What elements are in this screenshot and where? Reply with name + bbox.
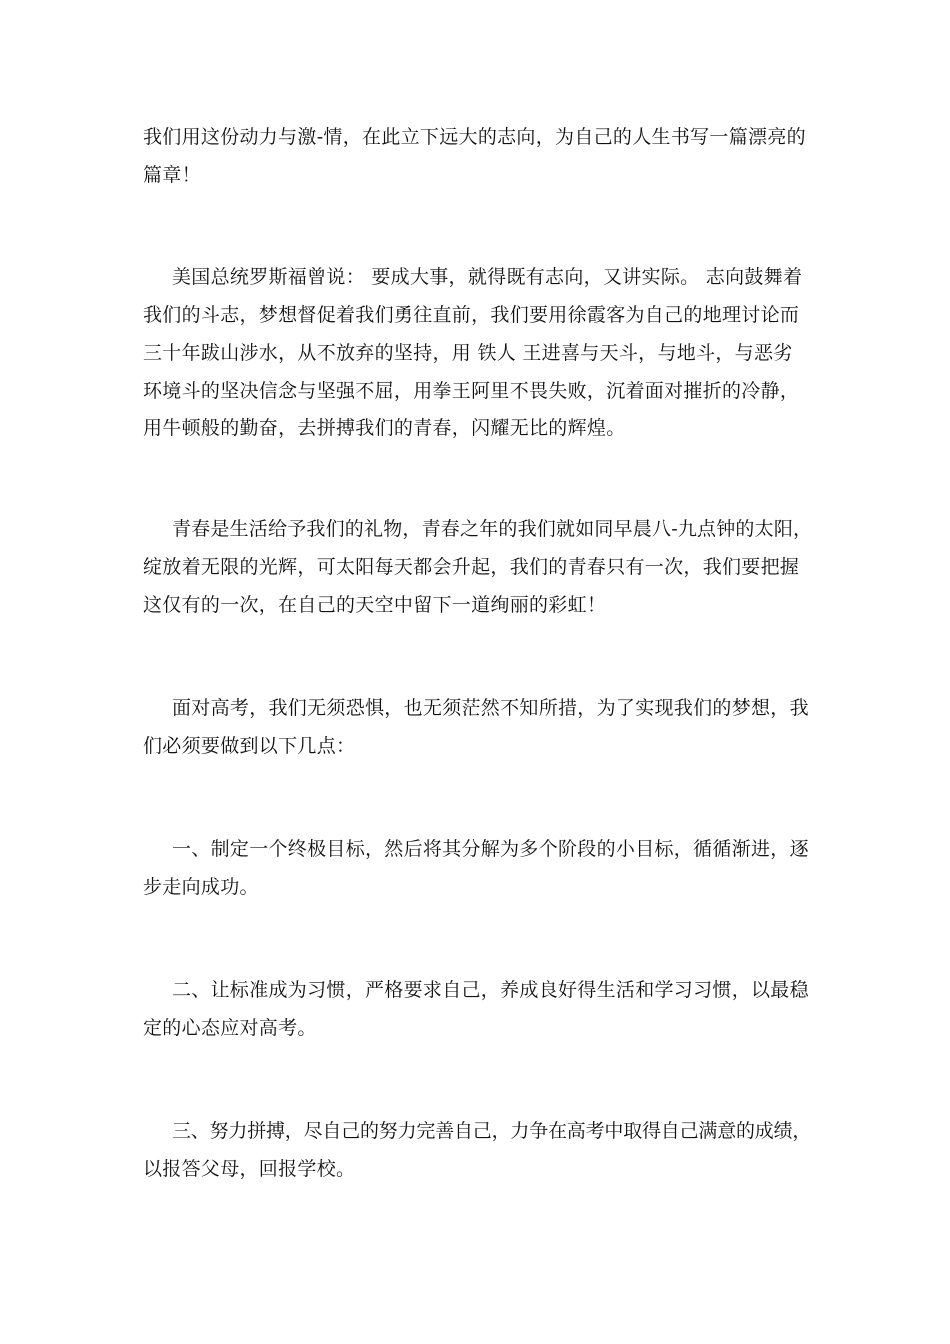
paragraph-2-line-4: 环境斗的坚决信念与坚强不屈，用拳王阿里不畏失败，沉着面对摧折的冷静， xyxy=(143,380,800,402)
paragraph-4-line-1: 面对高考，我们无须恐惧，也无须茫然不知所措，为了实现我们的梦想，我 xyxy=(172,697,809,719)
paragraph-2-line-2: 我们的斗志，梦想督促着我们勇往直前，我们要用徐霞客为自己的地理讨论而 xyxy=(143,304,800,326)
paragraph-3-line-1: 青春是生活给予我们的礼物，青春之年的我们就如同早晨八-九点钟的太阳， xyxy=(172,518,813,540)
paragraph-7-line-1: 三、努力拼搏，尽自己的努力完善自己，力争在高考中取得自己满意的成绩， xyxy=(172,1120,812,1142)
paragraph-6-line-2: 定的心态应对高考。 xyxy=(143,1017,317,1039)
paragraph-6-line-1: 二、让标准成为习惯，严格要求自己，养成良好得生活和学习习惯，以最稳 xyxy=(172,979,809,1001)
paragraph-2-line-5: 用牛顿般的勤奋，去拼搏我们的青春，闪耀无比的辉煌。 xyxy=(143,417,626,439)
paragraph-2-line-1: 美国总统罗斯福曾说： 要成大事，就得既有志向，又讲实际。 志向鼓舞着 xyxy=(172,266,803,288)
paragraph-7-line-2: 以报答父母，回报学校。 xyxy=(143,1158,356,1180)
paragraph-1-line-2: 篇章！ xyxy=(143,164,201,186)
paragraph-3-line-3: 这仅有的一次，在自己的天空中留下一道绚丽的彩虹！ xyxy=(143,594,607,616)
paragraph-5-line-1: 一、制定一个终极目标，然后将其分解为多个阶段的小目标，循循渐进，逐 xyxy=(172,838,809,860)
paragraph-4-line-2: 们必须要做到以下几点： xyxy=(143,735,356,757)
paragraph-2-line-3: 三十年跋山涉水，从不放弃的坚持，用 铁人 王进喜与天斗，与地斗，与恶劣 xyxy=(143,342,793,364)
paragraph-1-line-1: 我们用这份动力与激-情，在此立下远大的志向，为自己的人生书写一篇漂亮的 xyxy=(143,126,806,148)
paragraph-5-line-2: 步走向成功。 xyxy=(143,876,259,898)
paragraph-3-line-2: 绽放着无限的光辉，可太阳每天都会升起，我们的青春只有一次，我们要把握 xyxy=(143,556,800,578)
